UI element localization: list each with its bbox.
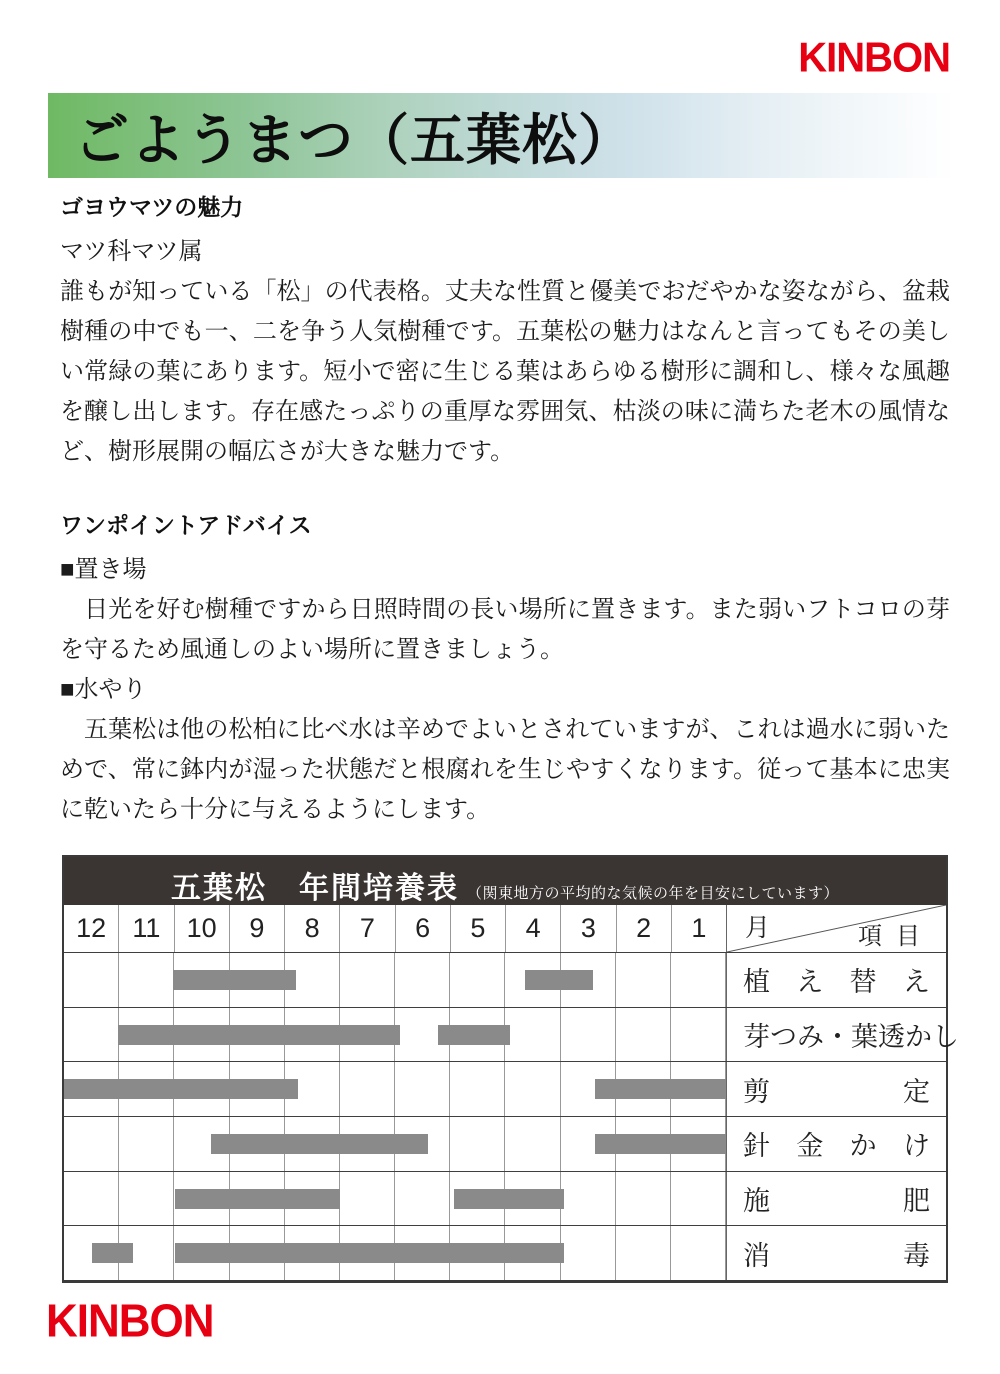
calendar-rows [64,952,959,1280]
row-label-char: 葉 [851,1022,878,1052]
row-label-char: 針 [743,1131,770,1162]
grid-cell [616,1226,671,1280]
calendar-row-grid-1 [64,1008,726,1062]
month-cell-12: 12 [64,905,119,952]
month-cell-7: 7 [340,905,395,952]
calendar-row-4 [64,1171,946,1226]
grid-cell [119,1117,174,1171]
activity-bar [173,970,295,990]
grid-cell [64,1117,119,1171]
row-label-char: み [797,1022,824,1052]
grid-cell [119,953,174,1007]
row-label-char: 透 [878,1022,905,1052]
calendar-row-0 [64,952,946,1007]
calendar-row-grid-3 [64,1117,726,1171]
grid-cell [616,953,671,1007]
activity-bar [175,1243,564,1263]
intro-heading: ゴヨウマツの魅力 [60,194,244,220]
grid-cell [64,1008,119,1062]
grid-cell [450,1062,505,1116]
grid-cell [671,1008,726,1062]
row-label-3 [726,1117,946,1171]
calendar-row-grid-2 [64,1062,726,1116]
grid-cell [671,1226,726,1280]
calendar-row-grid-0 [64,953,726,1007]
row-label-char: 毒 [903,1240,930,1271]
month-cell-5: 5 [451,905,506,952]
row-label-0 [726,953,946,1007]
activity-bar [118,1025,401,1045]
brand-logo-top: KINBON [798,34,950,82]
taxonomy-line: マツ科マツ属 [60,238,203,265]
grid-cell [340,953,395,1007]
intro-section [60,192,950,472]
row-label-char: ・ [824,1022,851,1052]
page-title-banner [48,93,955,178]
cultivation-calendar-table [62,855,959,1283]
row-label-char: 剪 [743,1076,770,1107]
month-cell-8: 8 [285,905,340,952]
grid-cell [616,1008,671,1062]
row-label-char: え [796,967,824,998]
activity-bar [64,1079,298,1099]
month-cell-10: 10 [175,905,230,952]
month-cells [64,905,726,952]
month-cell-1: 1 [691,913,707,943]
grid-cell [395,953,450,1007]
row-label-char: か [905,1022,932,1052]
month-cell-3: 3 [561,905,616,952]
calendar-row-5 [64,1225,946,1280]
advice-section [60,510,950,830]
activity-bar [595,1134,726,1154]
grid-cell [450,953,505,1007]
page-title: ごようまつ（五葉松） [74,110,635,171]
grid-cell [505,1062,560,1116]
activity-bar [525,970,593,990]
row-label-4 [726,1172,946,1226]
row-label-char: 肥 [903,1186,930,1217]
grid-cell [561,1008,616,1062]
advice-heading: ワンポイントアドバイス [60,512,312,538]
calendar-title: 五葉松 年間培養表 [170,872,459,905]
grid-cell [671,1172,726,1226]
grid-cell [119,1172,174,1226]
month-cell-9: 9 [230,905,285,952]
month-cell-4: 4 [506,905,561,952]
row-label-char: 植 [743,967,770,998]
calendar-row-grid-4 [64,1172,726,1226]
month-cell-6: 6 [396,905,451,952]
grid-cell [505,1008,560,1062]
grid-cell [450,1117,505,1171]
calendar-title-bar [64,857,946,905]
row-label-char: え [902,967,930,998]
row-label-char: 定 [903,1076,930,1107]
row-label-char: 芽 [743,1022,770,1052]
row-label-2 [726,1062,946,1116]
row-label-char: し [932,1022,959,1052]
activity-bar [175,1189,341,1209]
grid-cell [340,1062,395,1116]
month-cell-11: 11 [119,905,174,952]
row-label-5 [726,1226,946,1280]
row-label-char: 金 [796,1131,824,1162]
calendar-note: （関東地方の平均的な気候の年を目安にしています） [466,885,839,902]
advice-subheading-watering: ■水やり [60,676,147,703]
activity-bar [211,1134,428,1154]
month-axis-label: 月 [745,914,771,942]
month-cell-2: 2 [617,905,672,952]
month-header-row [64,905,946,952]
calendar-row-3 [64,1116,946,1171]
grid-cell [616,1172,671,1226]
activity-bar [438,1025,509,1045]
grid-cell [64,953,119,1007]
row-label-char: 替 [849,967,877,998]
brand-logo-bottom: KINBON [46,1295,214,1348]
intro-paragraph: 誰もが知っている「松」の代表格。丈夫な性質と優美でおだやかな姿ながら、盆栽樹種の中でも一、二を争う人気樹種です。五葉松の魅力はなんと言ってもその美しい常緑の葉にあります。短小で密に生じる葉はあらゆる樹形に調和し、様々な風趣を醸し出します。存在感たっぷりの重厚な雰囲気、枯淡の味に満ちた老木の風情など、樹形展開の幅広さが大きな魅力です。 [60,278,950,465]
grid-cell [64,1172,119,1226]
advice-paragraph-placement: 日光を好む樹種ですから日照時間の長い場所に置きます。また弱いフトコロの芽を守るため風通しのよい場所に置きましょう。 [60,596,950,663]
grid-cell [395,1172,450,1226]
grid-cell [671,953,726,1007]
grid-cell [340,1172,395,1226]
activity-bar [92,1243,133,1263]
activity-bar [595,1079,726,1099]
item-axis-label: 項目 [858,923,934,950]
row-label-char: け [902,1131,930,1162]
row-label-char: か [849,1131,877,1162]
advice-subheading-placement: ■置き場 [60,556,147,583]
advice-paragraph-watering: 五葉松は他の松柏に比べ水は辛めでよいとされていますが、これは過水に弱いためで、常に鉢内が湿った状態だと根腐れを生じやすくなります。従って基本に忠実に乾いたら十分に与えるようにします。 [60,716,950,823]
row-label-char: 消 [743,1240,770,1271]
calendar-row-grid-5 [64,1226,726,1280]
calendar-row-1 [64,1007,959,1062]
row-label-1 [726,1008,959,1062]
row-label-char: 施 [743,1186,770,1217]
axis-corner-cell [726,905,946,952]
grid-cell [505,1117,560,1171]
row-label-char: つ [770,1022,797,1052]
grid-cell [561,1226,616,1280]
grid-cell [395,1062,450,1116]
calendar-row-2 [64,1061,946,1116]
activity-bar [454,1189,564,1209]
grid-cell [561,1172,616,1226]
